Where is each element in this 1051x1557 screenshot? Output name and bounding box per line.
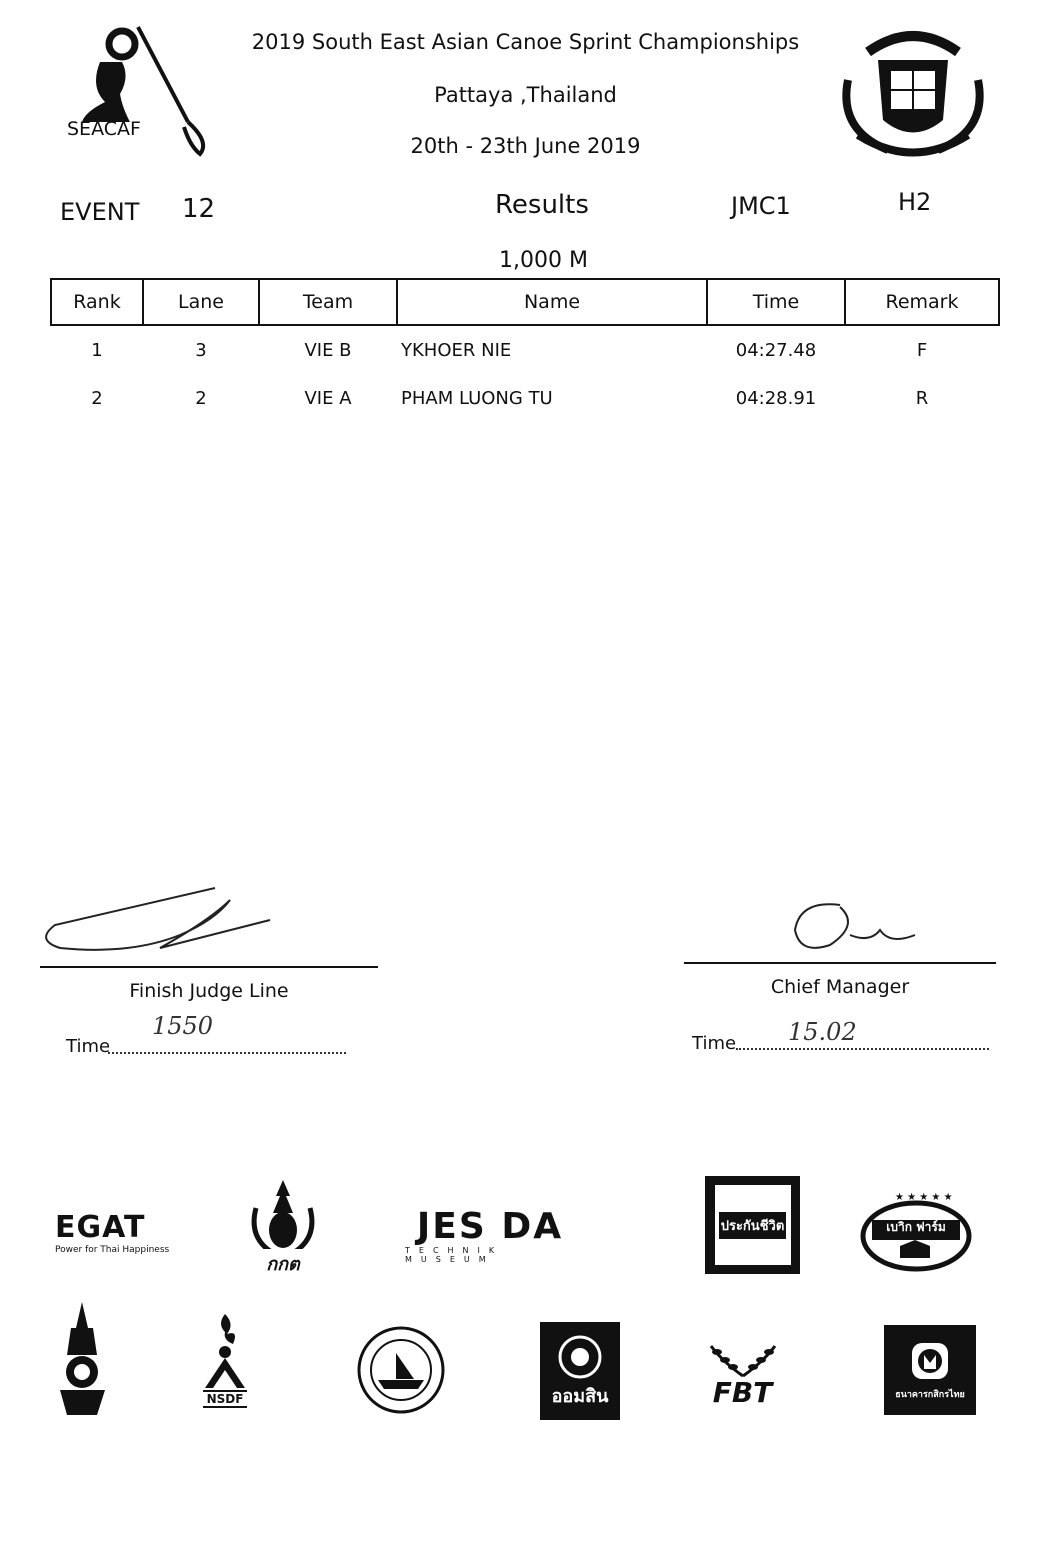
egat-tagline: Power for Thai Happiness (55, 1245, 170, 1255)
finish-judge-signature (40, 880, 280, 960)
nsdf-torch-icon (195, 1312, 255, 1390)
royal-emblem-icon (55, 1300, 110, 1420)
col-rank: Rank (51, 279, 143, 325)
kkt-text: กกต (266, 1254, 300, 1275)
name-cell: PHAM LUONG TU (401, 387, 553, 409)
omsin-emblem-icon (556, 1333, 604, 1381)
jesada-name: JES DA (416, 1205, 564, 1247)
col-time: Time (707, 279, 845, 325)
team-cell: VIE B (304, 339, 352, 361)
finish-judge-line (40, 966, 378, 968)
event-category: JMC1 (731, 192, 791, 220)
table-row (51, 374, 999, 422)
port-authority-logo (356, 1325, 446, 1415)
seacaf-logo-text: SEACAF (67, 118, 141, 140)
col-lane: Lane (143, 279, 259, 325)
event-heat: H2 (898, 188, 932, 216)
fbt-text: FBT (712, 1376, 773, 1409)
rank-cell: 1 (91, 339, 103, 361)
finish-judge-time-value: 1550 (152, 1012, 214, 1040)
chief-manager-time-label: Time (692, 1033, 737, 1054)
crest-banner-text: THAILAND (880, 20, 946, 31)
chief-manager-time-value: 15.02 (788, 1018, 857, 1046)
farm-text: เบาิก ฟาร์ม (886, 1219, 946, 1234)
table-header-row (51, 279, 999, 325)
finish-judge-time-label: Time (66, 1036, 111, 1057)
port-seal-icon (356, 1325, 446, 1415)
col-name: Name (397, 279, 707, 325)
jesada-logo (405, 1205, 575, 1264)
chief-manager-line (684, 962, 996, 964)
time-cell: 04:28.91 (735, 387, 817, 409)
thailand-crest (828, 20, 998, 160)
kkt-logo (242, 1178, 324, 1278)
omsin-logo (540, 1322, 620, 1420)
insurance-text: ประกันชีวิต (719, 1212, 787, 1239)
event-number: 12 (182, 194, 216, 224)
remark-cell: F (916, 339, 928, 361)
nsdf-text: NSDF (203, 1390, 248, 1408)
rank-cell: 2 (91, 387, 103, 409)
col-team: Team (259, 279, 397, 325)
kkt-emblem-icon (248, 1178, 318, 1249)
farm-logo (860, 1188, 972, 1274)
kbank-logo (884, 1325, 976, 1415)
remark-cell: R (915, 387, 929, 409)
chief-manager-time-dots (736, 1048, 989, 1050)
kbank-text: ธนาคารกสิกรไทย (895, 1390, 965, 1400)
egat-name: EGAT (55, 1210, 146, 1245)
name-cell: YKHOER NIE (401, 339, 512, 361)
time-cell: 04:27.48 (735, 339, 817, 361)
fbt-laurel-icon (703, 1342, 783, 1378)
chief-manager-signature (780, 895, 930, 960)
insurance-logo (705, 1176, 800, 1274)
results-table (50, 278, 1000, 422)
svg-text:★ ★ ★ ★ ★: ★ ★ ★ ★ ★ (895, 1192, 953, 1203)
event-label: EVENT (60, 198, 140, 226)
results-heading: Results (495, 190, 589, 220)
col-remark: Remark (845, 279, 999, 325)
finish-judge-label: Finish Judge Line (129, 980, 289, 1002)
finish-judge-time-dots (108, 1052, 346, 1054)
lane-cell: 3 (195, 339, 207, 361)
nsdf-logo (185, 1300, 265, 1420)
crest-icon (828, 20, 998, 160)
signature-scribble (780, 895, 930, 960)
omsin-text: ออมสิน (551, 1385, 609, 1407)
fbt-logo (700, 1335, 785, 1415)
signature-scribble (40, 880, 280, 960)
championship-dates: 20th - 23th June 2019 (410, 134, 641, 158)
kbank-emblem-icon (908, 1339, 952, 1383)
team-cell: VIE A (304, 387, 352, 409)
chief-manager-label: Chief Manager (770, 976, 910, 998)
jesada-sub: TECHNIK MUSEUM (405, 1245, 504, 1264)
championship-title: 2019 South East Asian Canoe Sprint Championships (251, 30, 800, 54)
event-distance: 1,000 M (499, 248, 588, 273)
lane-cell: 2 (195, 387, 207, 409)
championship-location: Pattaya ,Thailand (434, 83, 617, 107)
royal-emblem-logo (55, 1300, 110, 1420)
table-row (51, 325, 999, 374)
egat-logo (55, 1205, 170, 1260)
